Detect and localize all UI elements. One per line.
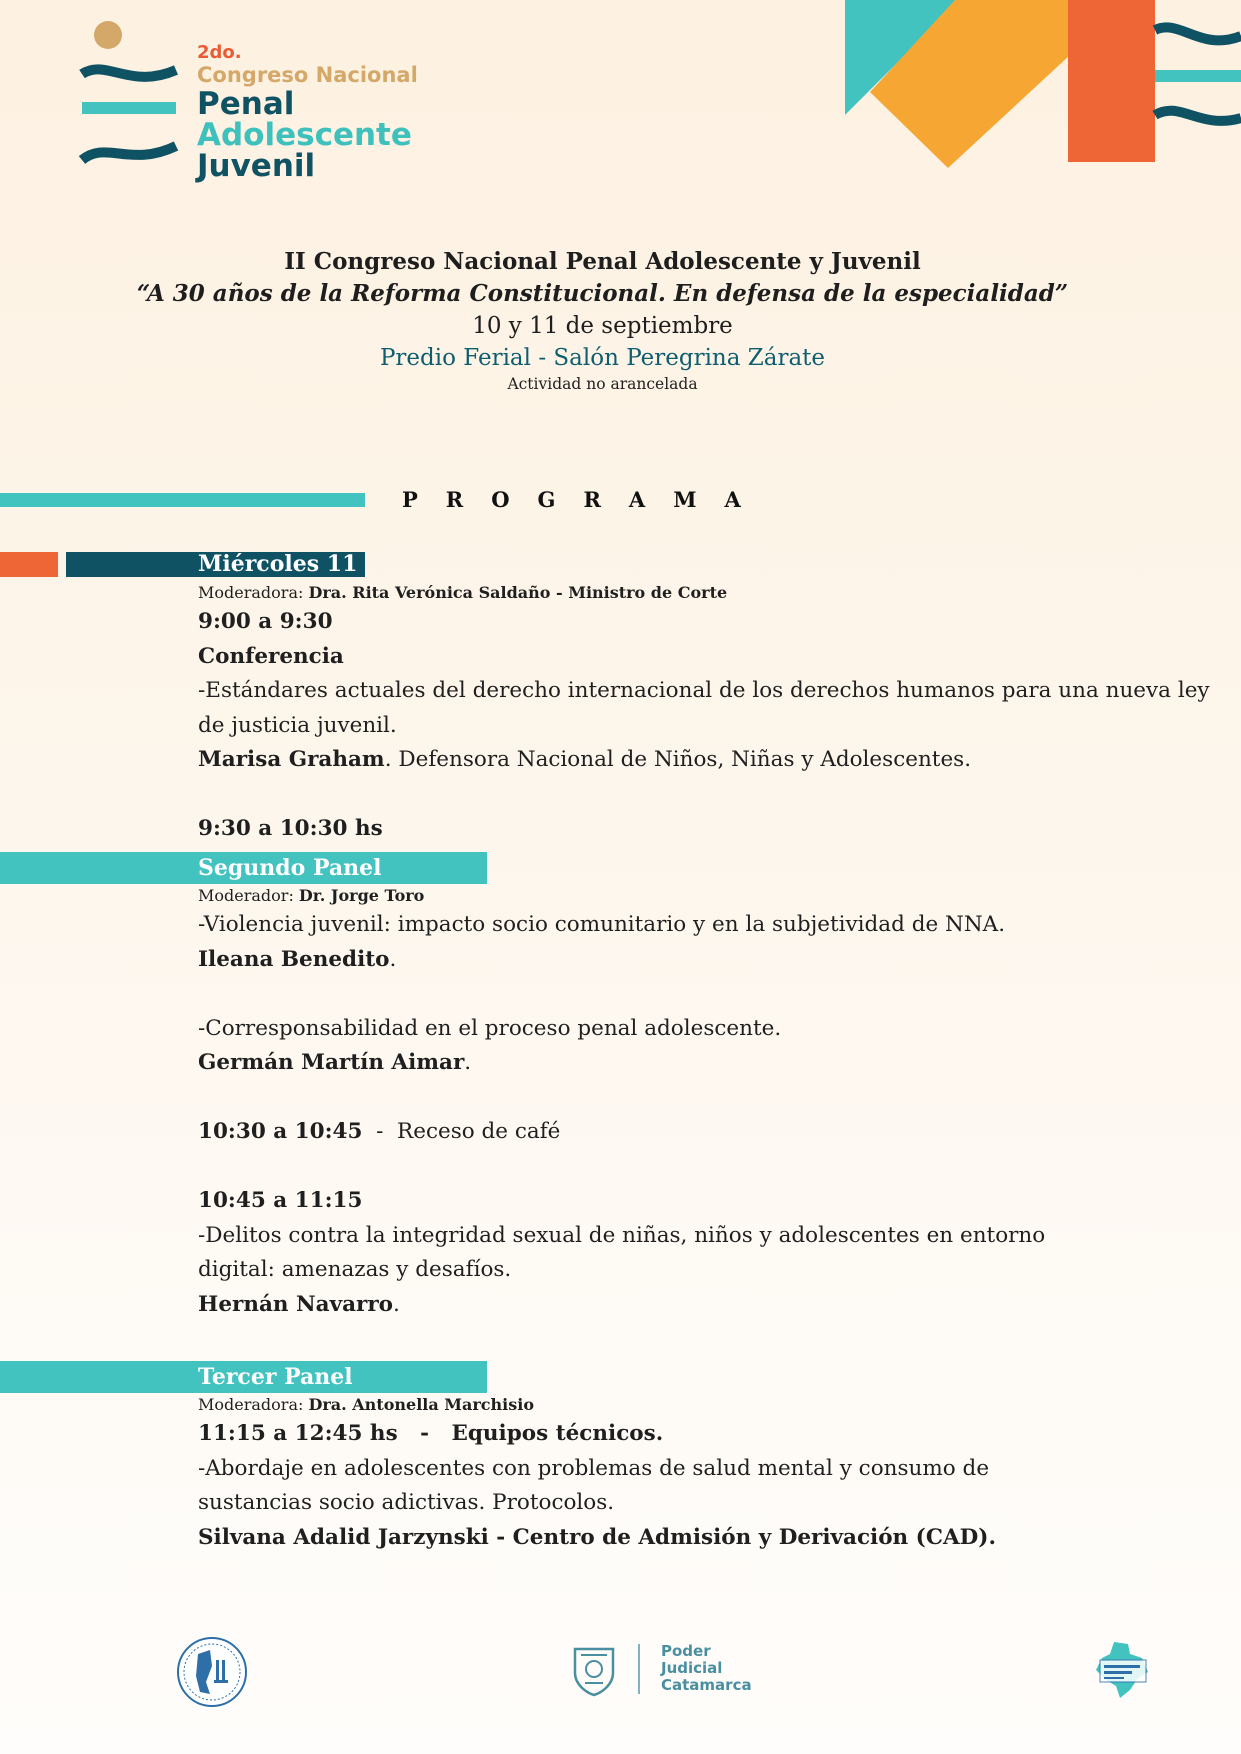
- panel3-moderator: Moderadora: Dra. Antonella Marchisio: [198, 1395, 534, 1414]
- conference-type: Conferencia: [198, 643, 344, 669]
- panel2-topic-a: -Violencia juvenil: impacto socio comunitario y en la subjetividad de NNA.: [198, 912, 1006, 937]
- footer-divider: [638, 1644, 640, 1694]
- panel2-moderator: Moderador: Dr. Jorge Toro: [198, 886, 425, 905]
- panel2-time: 9:30 a 10:30 hs: [198, 816, 383, 841]
- conference-time: 9:00 a 9:30: [198, 609, 333, 634]
- panel2-bar: [0, 852, 487, 884]
- panel2-block: [198, 884, 1198, 1322]
- event-fee-note: Actividad no arancelada: [507, 375, 698, 393]
- regional-map-logo-icon: [1090, 1638, 1152, 1702]
- panel3-topic-1: -Abordaje en adolescentes con problemas de salud mental y consumo de: [198, 1455, 990, 1481]
- session3-topic-2: digital: amenazas y desafíos.: [198, 1257, 512, 1282]
- logo-line-juvenil: Juvenil: [197, 148, 316, 184]
- geometric-decoration: [840, 0, 1241, 175]
- day-accent: [0, 552, 58, 577]
- day-block: [198, 581, 1210, 847]
- event-venue: Predio Ferial - Salón Peregrina Zárate: [379, 345, 826, 371]
- session3-time: 10:45 a 11:15: [198, 1188, 363, 1213]
- event-motto: “A 30 años de la Reforma Constitucional. En defensa de la especialidad”: [136, 280, 1069, 307]
- panel2-label: Segundo Panel: [198, 855, 382, 881]
- panel3-time: 11:15 a 12:45 hs - Equipos técnicos.: [198, 1421, 664, 1446]
- conference-speaker: Marisa Graham. Defensora Nacional de Niños, Niñas y Adolescentes.: [198, 747, 972, 772]
- panel3-block: [198, 1393, 1198, 1555]
- panel3-speaker: Silvana Adalid Jarzynski - Centro de Admisión y Derivación (CAD).: [198, 1524, 996, 1550]
- panel2-speaker-a: Ileana Benedito.: [198, 946, 397, 972]
- event-title: II Congreso Nacional Penal Adolescente y Juvenil: [284, 248, 921, 275]
- logo-edition: 2do.: [197, 42, 242, 63]
- panel2-topic-b: -Corresponsabilidad en el proceso penal adolescente.: [198, 1015, 782, 1041]
- logo-line-penal: Penal: [197, 86, 295, 122]
- congress-logo: [197, 44, 418, 182]
- panel3-label: Tercer Panel: [198, 1364, 353, 1390]
- panel3-bar: [0, 1361, 487, 1393]
- day-label: Miércoles 11: [198, 551, 358, 577]
- section-title: PROGRAMA: [402, 487, 769, 512]
- conference-topic-2: de justicia juvenil.: [198, 712, 397, 738]
- logo-line-congreso: Congreso Nacional: [197, 63, 418, 87]
- logo-line-adolescente: Adolescente: [197, 117, 412, 153]
- session3-topic-1: -Delitos contra la integridad sexual de niñas, niños y adolescentes en entorno: [198, 1222, 1046, 1248]
- day-moderator: Moderadora: Dra. Rita Verónica Saldaño - Ministro de Corte: [198, 583, 728, 602]
- poder-judicial-logo: Poder Judicial Catamarca: [661, 1642, 752, 1694]
- conference-topic-1: -Estándares actuales del derecho internacional de los derechos humanos para una nueva ley: [198, 678, 1210, 703]
- event-header: [0, 246, 1205, 394]
- logo-emblem: [78, 18, 178, 173]
- event-dates: 10 y 11 de septiembre: [472, 313, 733, 339]
- panel2-speaker-b: Germán Martín Aimar.: [198, 1050, 472, 1075]
- coffee-break: 10:30 a 10:45 - Receso de café: [198, 1119, 561, 1144]
- session3-speaker: Hernán Navarro.: [198, 1291, 400, 1317]
- catamarca-coat-of-arms-icon: [571, 1643, 617, 1697]
- programa-divider: [0, 493, 365, 507]
- panel3-topic-2: sustancias socio adictivas. Protocolos.: [198, 1490, 615, 1515]
- institute-seal-icon: [176, 1636, 248, 1708]
